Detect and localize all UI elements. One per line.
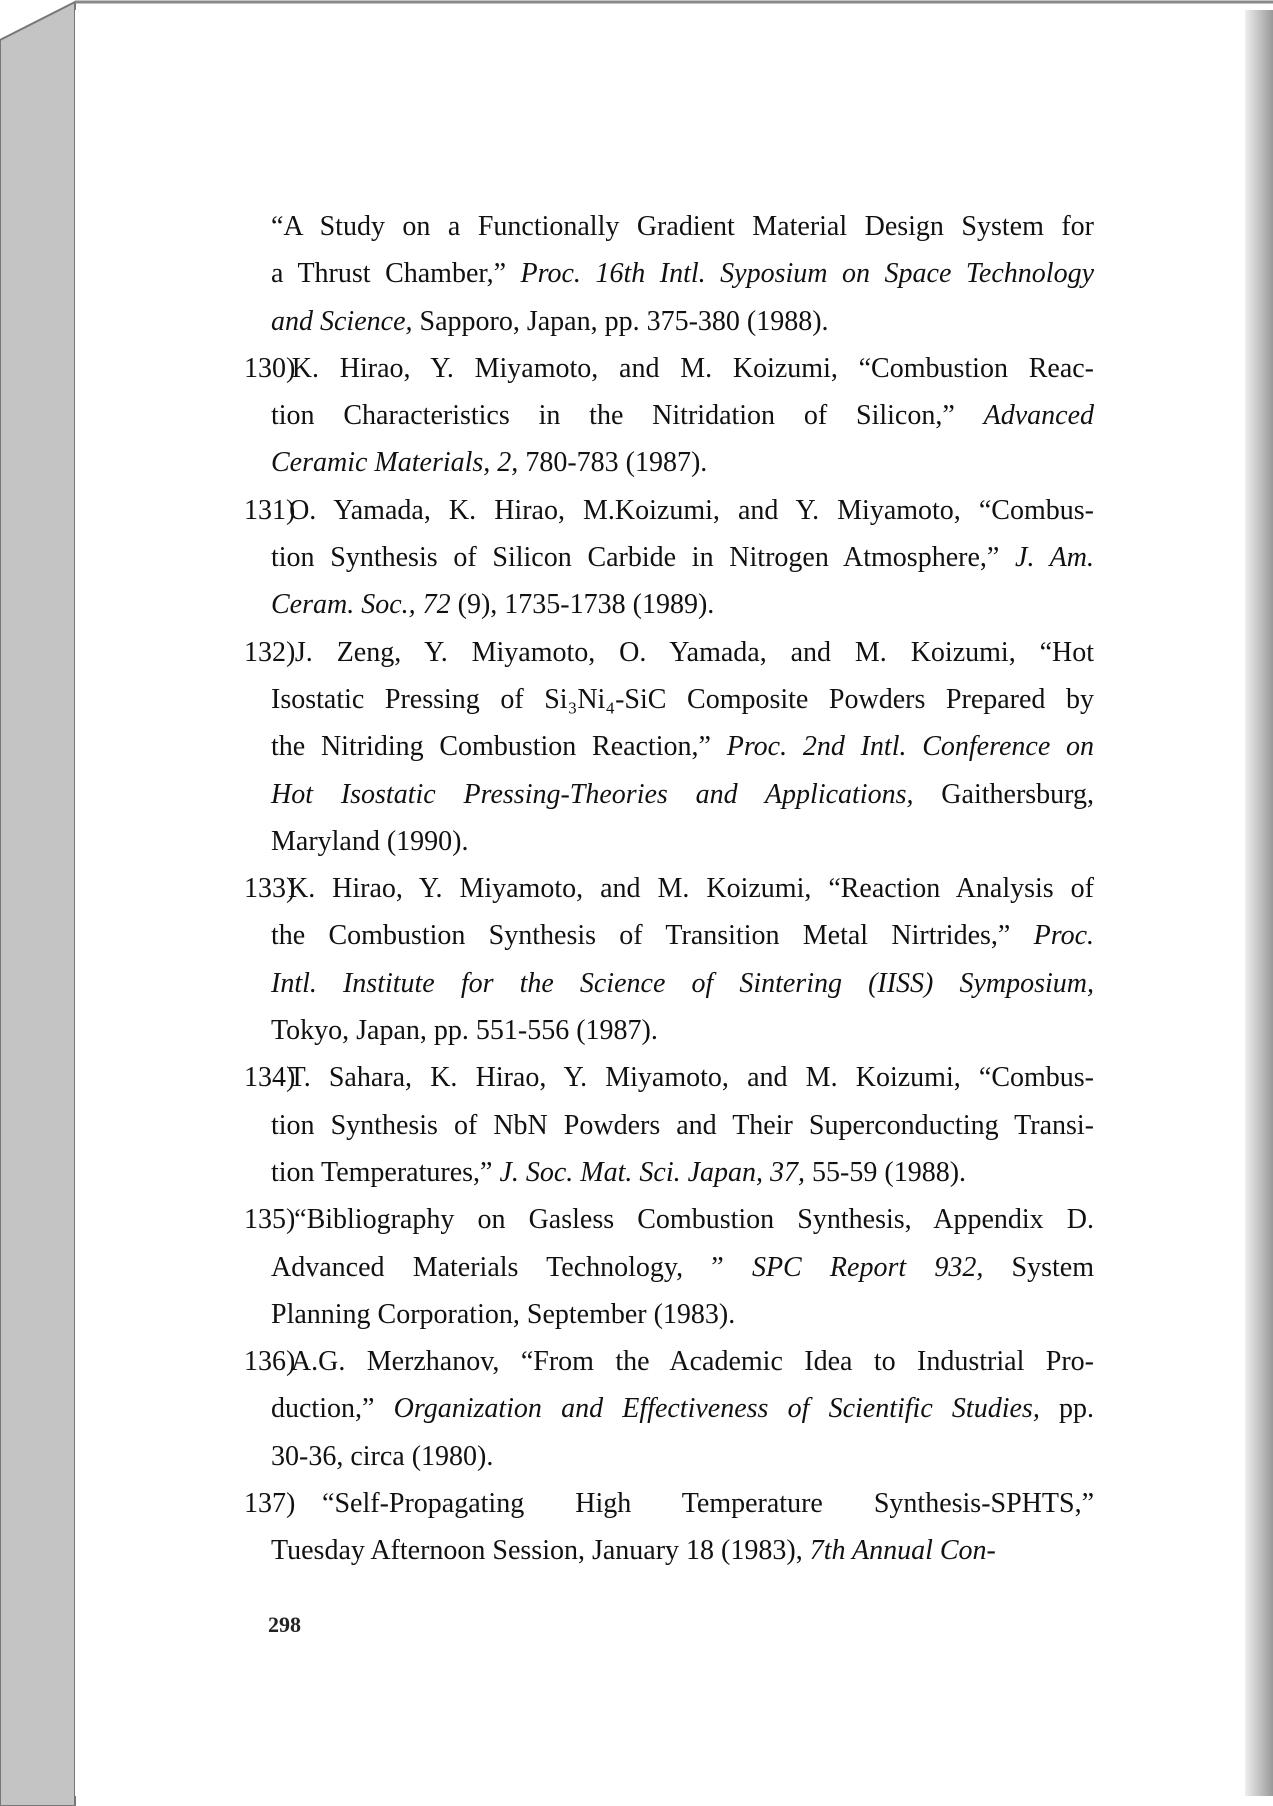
- reference-line: [244, 960, 1094, 1007]
- reference-entry: [244, 487, 1094, 629]
- italic-text: 7th Annual Con-: [809, 1535, 996, 1567]
- reference-line: [244, 250, 1094, 297]
- italic-text: Proc. 16th Intl. Syposium on Space Technology: [520, 258, 1094, 290]
- reference-text: “Self-Propagating High Temperature Synthesis-SPHTS,”: [322, 1488, 1094, 1520]
- reference-text: Tokyo, Japan, pp. 551-556 (1987).: [271, 1015, 658, 1047]
- reference-text: “A Study on a Functionally Gradient Material Design System for: [271, 211, 1094, 242]
- reference-line: [244, 676, 1094, 723]
- reference-line: [244, 1527, 1094, 1574]
- reference-entry: [244, 865, 1094, 1054]
- reference-line: [244, 1196, 1094, 1243]
- reference-text: 780-783 (1987).: [518, 447, 708, 479]
- reference-line: [244, 723, 1094, 770]
- italic-text: Proc.: [1033, 920, 1094, 952]
- reference-text: System: [983, 1251, 1094, 1283]
- reference-entry: [244, 1196, 1094, 1338]
- italic-text: J. Soc. Mat. Sci. Japan, 37,: [499, 1156, 806, 1188]
- reference-number: 136): [244, 1346, 296, 1378]
- reference-text: Advanced Materials Technology, ”: [271, 1251, 752, 1283]
- reference-number: 137): [244, 1488, 296, 1520]
- reference-text: Tuesday Afternoon Session, January 18 (1983),: [271, 1535, 810, 1567]
- page-edge-shadow: [1245, 10, 1273, 1796]
- italic-text: Hot Isostatic Pressing-Theories and Applications,: [271, 778, 914, 810]
- reference-text: a Thrust Chamber,”: [271, 258, 521, 290]
- reference-line: [244, 629, 1094, 676]
- reference-text: 30-36, circa (1980).: [271, 1440, 494, 1472]
- reference-text: A.G. Merzhanov, “From the Academic Idea to Industrial Pro-: [290, 1346, 1094, 1378]
- reference-line: [244, 345, 1094, 392]
- reference-line: [244, 298, 1094, 345]
- reference-number: 134): [244, 1062, 296, 1094]
- reference-entry: [244, 203, 1094, 345]
- italic-text: Ceramic Materials, 2,: [271, 447, 519, 479]
- reference-text: O. Yamada, K. Hirao, M.Koizumi, and Y. Miyamoto, “Combus-: [289, 494, 1094, 526]
- reference-line: [244, 1102, 1094, 1149]
- reference-text: tion Temperatures,”: [271, 1156, 500, 1188]
- italic-text: Advanced: [983, 400, 1094, 432]
- reference-line: [244, 534, 1094, 581]
- reference-text: pp.: [1039, 1393, 1094, 1425]
- reference-text: K. Hirao, Y. Miyamoto, and M. Koizumi, “Combustion Reac-: [291, 352, 1094, 384]
- reference-line: [244, 865, 1094, 912]
- page-number: 298: [268, 1612, 301, 1637]
- italic-text: Proc. 2nd Intl. Conference on: [726, 731, 1094, 763]
- reference-line: [244, 487, 1094, 534]
- reference-text: (9), 1735-1738 (1989).: [450, 589, 715, 621]
- reference-text: duction,”: [271, 1393, 394, 1425]
- reference-text: T. Sahara, K. Hirao, Y. Miyamoto, and M. Koizumi, “Combus-: [288, 1062, 1094, 1094]
- reference-line: [244, 1149, 1094, 1196]
- italic-text: and Science,: [271, 305, 413, 337]
- reference-line: [244, 392, 1094, 439]
- reference-text: Sapporo, Japan, pp. 375-380 (1988).: [412, 305, 829, 337]
- reference-number: 131): [244, 494, 296, 526]
- reference-text: Planning Corporation, September (1983).: [271, 1298, 736, 1330]
- reference-line: [244, 1007, 1094, 1054]
- reference-text: 55-59 (1988).: [805, 1156, 967, 1188]
- reference-text: tion Synthesis of Silicon Carbide in Nitrogen Atmosphere,”: [271, 542, 1016, 574]
- reference-line: [244, 581, 1094, 628]
- reference-line: [244, 1433, 1094, 1480]
- reference-line: [244, 818, 1094, 865]
- spine-side: [0, 2, 75, 1806]
- italic-text: Ceram. Soc., 72: [271, 589, 451, 621]
- italic-text: SPC Report 932,: [751, 1251, 984, 1283]
- reference-number: 133): [244, 873, 296, 905]
- reference-text: K. Hirao, Y. Miyamoto, and M. Koizumi, “Reaction Analysis of: [287, 873, 1094, 905]
- reference-text: tion Characteristics in the Nitridation of Silicon,”: [271, 400, 984, 432]
- reference-entry: [244, 629, 1094, 865]
- reference-line: [244, 1480, 1094, 1527]
- reference-text: the Nitriding Combustion Reaction,”: [271, 731, 727, 763]
- reference-entry: [244, 1054, 1094, 1196]
- reference-list: [244, 203, 1094, 1575]
- reference-line: [244, 1291, 1094, 1338]
- reference-number: 130): [244, 352, 296, 384]
- reference-line: [244, 771, 1094, 818]
- reference-text: tion Synthesis of NbN Powders and Their Superconducting Transi-: [271, 1109, 1094, 1141]
- reference-line: [244, 1054, 1094, 1101]
- reference-line: [244, 1338, 1094, 1385]
- reference-line: [244, 912, 1094, 959]
- reference-entry: [244, 345, 1094, 487]
- reference-number: 135): [244, 1204, 296, 1236]
- italic-text: Intl. Institute for the Science of Sintering (IISS) Symposium,: [271, 967, 1094, 999]
- reference-entry: [244, 1480, 1094, 1575]
- reference-line: [244, 439, 1094, 486]
- reference-line: [244, 203, 1094, 250]
- reference-text: J. Zeng, Y. Miyamoto, O. Yamada, and M. Koizumi, “Hot: [294, 636, 1094, 668]
- reference-text: the Combustion Synthesis of Transition Metal Nirtrides,”: [271, 920, 1034, 952]
- italic-text: Organization and Effectiveness of Scientific Studies,: [393, 1393, 1040, 1425]
- reference-number: 132): [244, 636, 296, 668]
- reference-text: Maryland (1990).: [271, 825, 469, 857]
- reference-line: [244, 1244, 1094, 1291]
- reference-entry: [244, 1338, 1094, 1480]
- italic-text: J. Am.: [1015, 542, 1094, 574]
- reference-line: [244, 1385, 1094, 1432]
- reference-text: “Bibliography on Gasless Combustion Synthesis, Appendix D.: [294, 1204, 1094, 1236]
- reference-text: Isostatic Pressing of Si₃Ni₄-SiC Composite Powders Prepared by: [271, 683, 1094, 715]
- reference-text: Gaithersburg,: [913, 778, 1094, 810]
